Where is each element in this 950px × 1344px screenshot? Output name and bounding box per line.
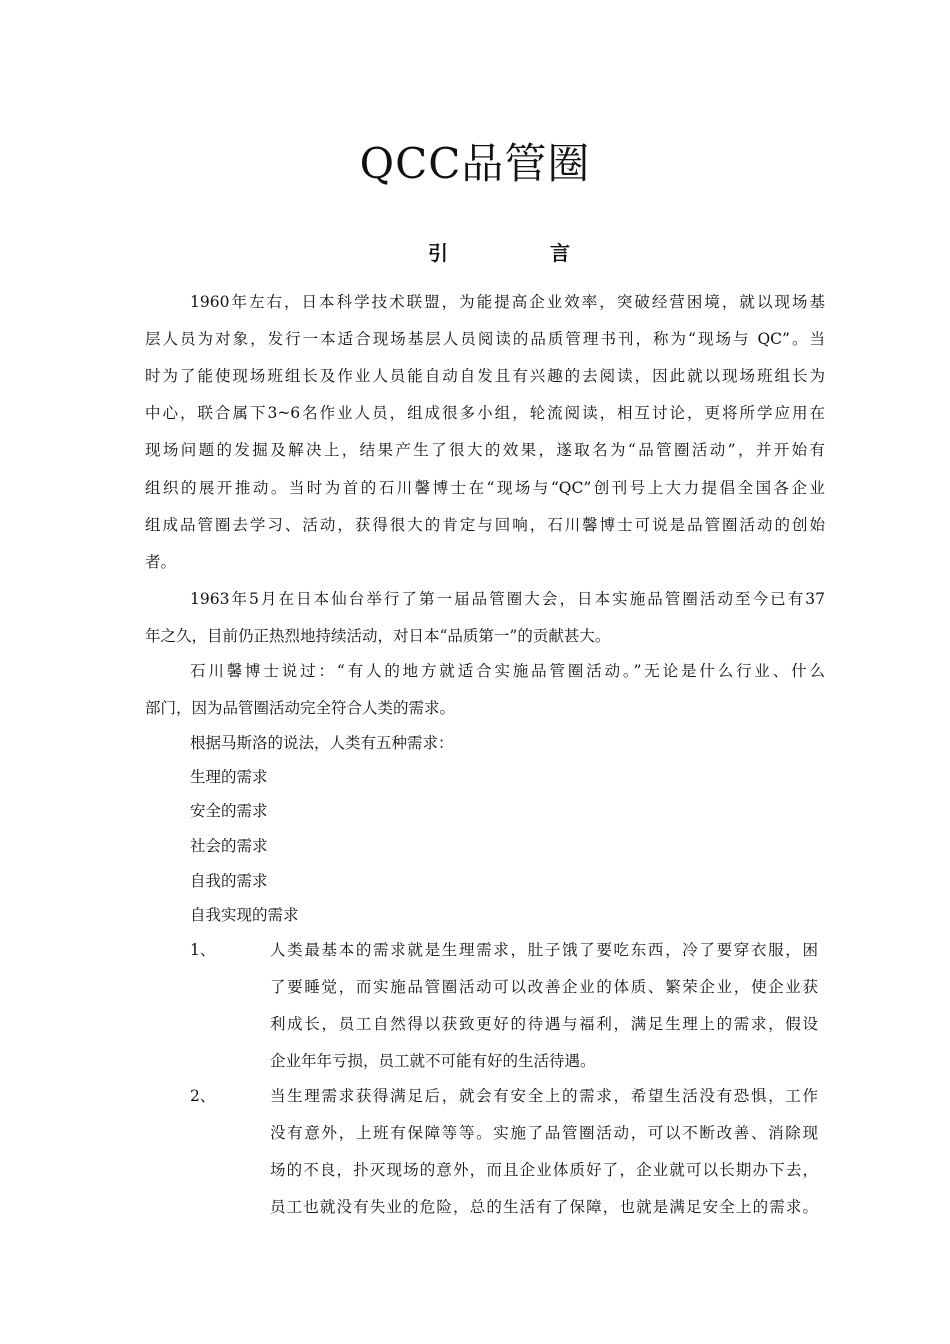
paragraph-1-line: 层人员为对象，发行一本适合现场基层人员阅读的品质管理书刊，称为“现场与 QC”。当 — [145, 330, 825, 348]
paragraph-2-line: 年之久，目前仍正热烈地持续活动，对日本“品质第一”的贡献甚大。 — [145, 627, 611, 645]
need-item: 自我的需求 — [190, 872, 268, 890]
heading-char-2: 言 — [550, 241, 570, 265]
paragraph-1-line: 中心，联合属下3~6名作业人员，组成很多小组，轮流阅读，相互讨论，更将所学应用在 — [145, 404, 825, 422]
section-heading — [0, 238, 950, 268]
item-1-line: 利成长，员工自然得以获致更好的待遇与福利，满足生理上的需求，假设 — [270, 1015, 818, 1033]
item-2-line: 当生理需求获得满足后，就会有安全上的需求，希望生活没有恐惧，工作 — [270, 1087, 818, 1105]
paragraph-1-line: 现场问题的发掘及解决上，结果产生了很大的效果，遂取名为“品管圈活动”，并开始有 — [145, 441, 825, 459]
item-2-line: 员工也就没有失业的危险，总的生活有了保障，也就是满足安全上的需求。 — [270, 1198, 818, 1216]
item-2-line: 没有意外，上班有保障等等。实施了品管圈活动，可以不断改善、消除现 — [270, 1124, 818, 1142]
item-1-line: 企业年年亏损，员工就不可能有好的生活待遇。 — [270, 1052, 596, 1070]
item-1-line: 了要睡觉，而实施品管圈活动可以改善企业的体质、繁荣企业，使企业获 — [270, 978, 818, 996]
paragraph-3-line: 部门，因为品管圈活动完全符合人类的需求。 — [145, 699, 456, 717]
paragraph-1-line: 组成品管圈去学习、活动，获得很大的肯定与回响，石川馨博士可说是品管圈活动的创始 — [145, 516, 825, 534]
list-number-1: 1、 — [190, 941, 216, 959]
page-title: QCC品管圈 — [359, 139, 591, 188]
paragraph-1-line: 1960年左右，日本科学技术联盟，为能提高企业效率，突破经营困境，就以现场基 — [190, 293, 825, 311]
need-item: 生理的需求 — [190, 768, 268, 786]
item-1-line: 人类最基本的需求就是生理需求，肚子饿了要吃东西，冷了要穿衣服，困 — [270, 941, 818, 959]
need-item: 社会的需求 — [190, 837, 268, 855]
paragraph-1-line: 时为了能使现场班组长及作业人员能自动自发且有兴趣的去阅读，因此就以现场班组长为 — [145, 367, 825, 385]
paragraph-3-line: 石川馨博士说过：“有人的地方就适合实施品管圈活动。”无论是什么行业、什么 — [190, 662, 825, 680]
item-2-line: 场的不良，扑灭现场的意外，而且企业体质好了，企业就可以长期办下去， — [270, 1161, 818, 1179]
paragraph-1-line: 组织的展开推动。当时为首的石川馨博士在“现场与“QC”创刊号上大力提倡全国各企业 — [145, 479, 825, 497]
heading-char-1: 引 — [428, 241, 448, 265]
list-number-2: 2、 — [190, 1087, 216, 1105]
paragraph-2-line: 1963年5月在日本仙台举行了第一届品管圈大会，日本实施品管圈活动至今已有37 — [190, 590, 825, 608]
need-item: 安全的需求 — [190, 802, 268, 820]
need-item: 自我实现的需求 — [190, 906, 299, 924]
paragraph-4: 根据马斯洛的说法，人类有五种需求： — [190, 734, 454, 752]
paragraph-1-line: 者。 — [145, 553, 177, 571]
